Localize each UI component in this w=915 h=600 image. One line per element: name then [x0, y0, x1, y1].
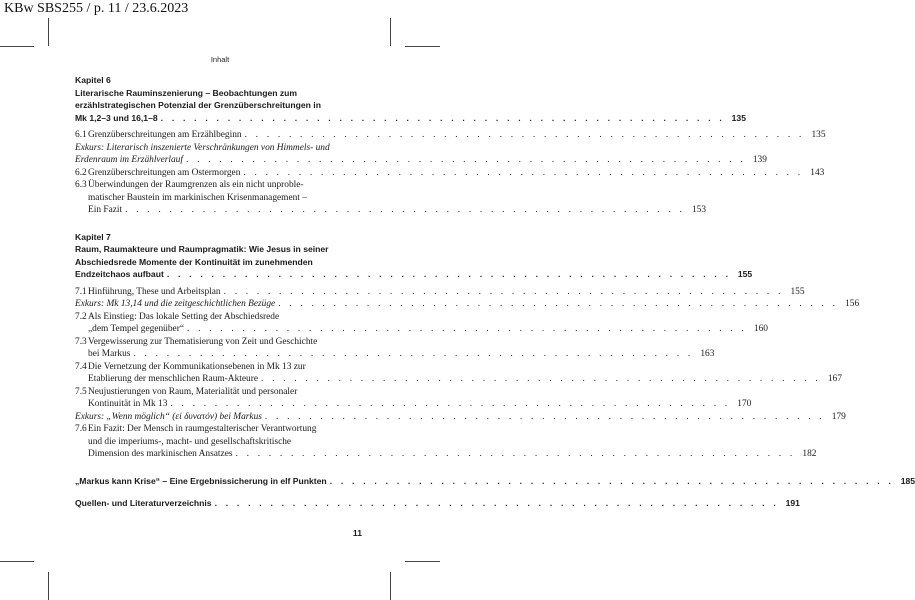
toc-entry: [75, 361, 842, 386]
page-ref: 185: [900, 475, 915, 486]
section-title: Hinführung, These und Arbeitsplan: [88, 286, 221, 297]
section-title-line: bei Markus: [88, 349, 131, 359]
chapter-title-last-line: [75, 268, 753, 281]
excursus-title-line: Exkurs: Literarisch inszenierte Verschränkungen von Himmels- und: [75, 142, 330, 153]
section-number: 6.3: [75, 180, 87, 190]
section-number: 7.3: [75, 336, 87, 347]
leader-dots: . . . . . . . . . . . . . . . . . . . . . . . . . . . . . . . . . . . . . . . . . . . . . . . . . . .: [329, 475, 895, 486]
chapter-title-line: Mk 1,2–3 und 16,1–8: [75, 112, 158, 123]
leader-dots: . . . . . . . . . . . . . . . . . . . . . . . . . . . . . . . . . . . . . . . . . . . . . . . . . . .: [264, 411, 825, 422]
leader-dots: . . . . . . . . . . . . . . . . . . . . . . . . . . . . . . . . . . . . . . . . . . . . . . . . . . .: [278, 299, 839, 309]
section-number: 7.1: [75, 286, 87, 297]
section-title-line: Überwindungen der Raumgrenzen als ein nicht unproble-: [88, 180, 304, 190]
section-title: Grenzüberschreitungen am Ostermorgen: [88, 167, 241, 178]
page-ref: 155: [790, 286, 805, 297]
chapter-title-line: Raum, Raumakteure und Raumpragmatik: Wie Jesus in seiner: [75, 244, 329, 254]
crop-mark-bottom-left-h: [0, 561, 34, 562]
section-title-line: Kontinuität in Mk 13: [88, 399, 168, 409]
page-ref: 163: [700, 349, 715, 359]
table-of-contents: [75, 74, 915, 510]
section-number: 6.1: [75, 130, 87, 140]
toc-excursus: [75, 411, 846, 424]
section-number: 7.2: [75, 311, 87, 322]
leader-dots: . . . . . . . . . . . . . . . . . . . . . . . . . . . . . . . . . . . . . . . . . . . . . . . . . . .: [185, 155, 746, 165]
crop-mark-top-right-h: [405, 46, 440, 47]
section-title-line: Dimension des markinischen Ansatzes: [88, 449, 233, 459]
section-number: 7.6: [75, 424, 87, 434]
excursus-title-line: Erdenraum im Erzählverlauf: [75, 155, 183, 165]
page-ref: 143: [810, 167, 825, 178]
leader-dots: . . . . . . . . . . . . . . . . . . . . . . . . . . . . . . . . . . . . . . . . . . . . . . . . . . .: [187, 324, 747, 334]
chapter-7: [75, 231, 860, 461]
chapter-title-last-line: [75, 112, 746, 125]
leader-dots: . . . . . . . . . . . . . . . . . . . . . . . . . . . . . . . . . . . . . . . . . . . . . . . . . . .: [261, 374, 821, 384]
section-title-line: Etablierung der menschlichen Raum-Akteure: [88, 374, 258, 384]
page-ref: 135: [731, 112, 746, 123]
page-ref: 160: [753, 324, 768, 334]
chapter-6: [75, 74, 826, 217]
page-title: Inhalt: [210, 55, 230, 64]
toc-entry: [75, 179, 707, 217]
toc-entry: [75, 286, 805, 299]
bibliography-title: Quellen- und Literaturverzeichnis: [75, 498, 212, 508]
toc-entry: [75, 336, 715, 361]
section-title: Grenzüberschreitungen am Erzählbeginn: [88, 130, 242, 140]
leader-dots: . . . . . . . . . . . . . . . . . . . . . . . . . . . . . . . . . . . . . . . . . . . . . . . . . . .: [160, 112, 725, 123]
leader-dots: . . . . . . . . . . . . . . . . . . . . . . . . . . . . . . . . . . . . . . . . . . . . . . . . . . .: [235, 449, 796, 459]
section-title-line: Neujustierungen von Raum, Materialität und personaler: [88, 386, 298, 397]
page-ref: 135: [811, 130, 826, 140]
section-title-line: und die imperiums-, macht- und gesellschaftskritische: [88, 436, 292, 447]
page-ref: 167: [827, 374, 842, 384]
leader-dots: . . . . . . . . . . . . . . . . . . . . . . . . . . . . . . . . . . . . . . . . . . . . . . . . . . .: [223, 286, 784, 297]
toc-excursus: [75, 142, 767, 167]
leader-dots: . . . . . . . . . . . . . . . . . . . . . . . . . . . . . . . . . . . . . . . . . . . . . . . . . . .: [170, 399, 731, 409]
page-ref: 170: [737, 399, 752, 409]
running-header: KBw SBS255 / p. 11 / 23.6.2023: [4, 1, 189, 16]
excursus-title: Exkurs: Mk 13,14 und die zeitgeschichtlichen Bezüge: [75, 299, 276, 309]
section-title-line: „dem Tempel gegenüber“: [88, 324, 185, 334]
toc-excursus: [75, 298, 860, 311]
final-section-title: „Markus kann Krise“ – Eine Ergebnissicherung in elf Punkten: [75, 475, 327, 486]
section-title-line: Als Einstieg: Das lokale Setting der Abschiedsrede: [88, 311, 280, 322]
chapter-title-line: Literarische Rauminszenierung – Beobachtungen zum: [75, 87, 298, 98]
crop-mark-top-right-v: [390, 18, 391, 46]
crop-mark-bottom-right-h: [405, 561, 440, 562]
toc-bibliography: [75, 497, 800, 510]
toc-entry: [75, 386, 752, 411]
page-number: 11: [352, 528, 362, 538]
leader-dots: . . . . . . . . . . . . . . . . . . . . . . . . . . . . . . . . . . . . . . . . . . . . . . . . . . .: [133, 349, 694, 359]
chapter-title-line: erzählstrategischen Potenzial der Grenzüberschreitungen in: [75, 100, 321, 110]
toc-final-section: [75, 475, 915, 488]
page-ref: 191: [785, 498, 800, 508]
leader-dots: . . . . . . . . . . . . . . . . . . . . . . . . . . . . . . . . . . . . . . . . . . . . . . . . . . .: [166, 269, 732, 279]
section-number: 7.4: [75, 361, 87, 372]
page-ref: 156: [845, 299, 860, 309]
section-title-line: Vergewisserung zur Thematisierung von Zeit und Geschichte: [88, 336, 318, 347]
chapter-title-line: Endzeitchaos aufbaut: [75, 269, 164, 279]
crop-mark-bottom-left-v: [48, 572, 49, 600]
page-ref: 179: [831, 411, 846, 422]
page-ref: 139: [752, 155, 767, 165]
section-number: 6.2: [75, 167, 87, 178]
chapter-label: Kapitel 6: [75, 75, 111, 85]
chapter-title-line: Abschiedsrede Momente der Kontinuität im zunehmenden: [75, 256, 313, 267]
chapter-label: Kapitel 7: [75, 231, 111, 242]
page-ref: 153: [691, 205, 707, 215]
section-title-line: Die Vernetzung der Kommunikationsebenen in Mk 13 zur: [88, 361, 306, 372]
toc-entry: [75, 167, 825, 180]
leader-dots: . . . . . . . . . . . . . . . . . . . . . . . . . . . . . . . . . . . . . . . . . . . . . . . . . . .: [214, 498, 779, 508]
section-title-line: Ein Fazit: [88, 205, 123, 215]
crop-mark-top-left-v: [48, 18, 49, 46]
toc-entry: [75, 129, 826, 142]
crop-mark-top-left-h: [0, 46, 34, 47]
leader-dots: . . . . . . . . . . . . . . . . . . . . . . . . . . . . . . . . . . . . . . . . . . . . . . . . . . .: [243, 167, 804, 178]
excursus-title: Exkurs: „Wenn möglich“ (εἰ δυνατόν) bei Markus: [75, 411, 262, 422]
toc-entry: [75, 423, 817, 461]
crop-mark-bottom-right-v: [390, 572, 391, 600]
section-title-line: Ein Fazit: Der Mensch in raumgestalterischer Verantwortung: [88, 424, 317, 434]
page-ref: 155: [737, 269, 753, 279]
leader-dots: . . . . . . . . . . . . . . . . . . . . . . . . . . . . . . . . . . . . . . . . . . . . . . . . . . .: [244, 130, 805, 140]
leader-dots: . . . . . . . . . . . . . . . . . . . . . . . . . . . . . . . . . . . . . . . . . . . . . . . . . . .: [125, 205, 686, 215]
section-number: 7.5: [75, 386, 87, 397]
section-title-line: matischer Baustein im markinischen Krisenmanagement –: [88, 192, 307, 203]
page-ref: 182: [802, 449, 817, 459]
toc-entry: [75, 311, 768, 336]
